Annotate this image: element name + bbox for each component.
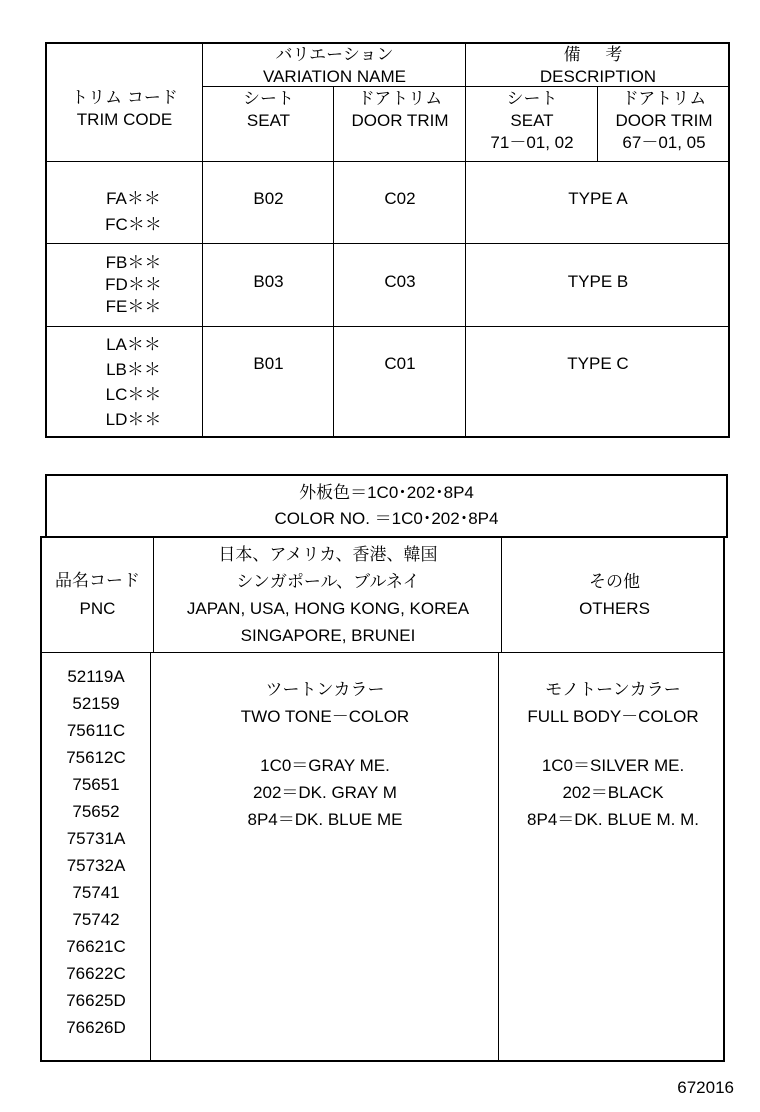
- description-header-en: DESCRIPTION: [539, 67, 657, 86]
- desc-door-header-jp: ドアトリム: [621, 89, 707, 108]
- door-trim-code: [335, 271, 465, 293]
- list-item: 76625D: [66, 991, 126, 1010]
- markets-header-jp-1: 日本、アメリカ、香港、韓国: [218, 545, 438, 564]
- trim-code: LD＊＊: [105, 410, 162, 429]
- description: [467, 353, 729, 375]
- color-line: 202＝DK. GRAY M: [253, 783, 397, 802]
- color-line: 202＝BLACK: [562, 783, 664, 802]
- two-tone-en: TWO TONE－COLOR: [240, 707, 410, 726]
- desc-seat-header-en: SEAT: [510, 111, 554, 130]
- list-item: 76621C: [66, 937, 126, 956]
- list-item: 75731A: [66, 829, 126, 848]
- seat-code-value: B03: [253, 272, 284, 291]
- t2-divider: [150, 653, 151, 1060]
- desc-seat-header: [467, 88, 597, 158]
- seat-header-en: SEAT: [246, 111, 291, 130]
- markets-header-en-1: JAPAN, USA, HONG KONG, KOREA: [186, 599, 470, 618]
- two-tone-jp: ツートンカラー: [265, 680, 385, 699]
- trim-code: FC＊＊: [105, 215, 162, 234]
- door-trim-code-value: C02: [384, 189, 416, 208]
- t2-divider: [153, 537, 154, 653]
- table-row-trim-codes: [47, 188, 202, 242]
- table-row-trim-codes: [47, 252, 202, 324]
- t1-divider: [202, 43, 203, 436]
- list-item: 75612C: [66, 748, 126, 767]
- color-number-en: COLOR NO. ＝1C0･202･8P4: [274, 509, 499, 528]
- t1-divider: [46, 243, 729, 244]
- list-item: 76622C: [66, 964, 126, 983]
- desc-door-header-en: DOOR TRIM: [615, 111, 713, 130]
- door-trim-code-value: C03: [384, 272, 416, 291]
- t2-divider: [41, 652, 724, 653]
- markets-header-jp-2: シンガポール、ブルネイ: [236, 572, 420, 591]
- color-number-jp: 外板色＝1C0･202･8P4: [299, 483, 474, 502]
- pnc-header-jp: 品名コード: [55, 571, 140, 590]
- t1-divider: [46, 326, 729, 327]
- list-item: 75742: [72, 910, 120, 929]
- door-trim-code-value: C01: [384, 354, 416, 373]
- markets-header-en-2: SINGAPORE, BRUNEI: [240, 626, 416, 645]
- color-line: 1C0＝GRAY ME.: [260, 756, 390, 775]
- trim-code: LB＊＊: [106, 360, 161, 379]
- list-item: 75611C: [66, 721, 126, 740]
- others-header: [503, 538, 726, 652]
- seat-code: [204, 353, 333, 375]
- list-item: 52119A: [67, 667, 125, 686]
- door-trim-code: [335, 353, 465, 375]
- seat-header: [204, 88, 333, 158]
- full-body-en: FULL BODY－COLOR: [527, 707, 699, 726]
- description-value: TYPE C: [567, 354, 629, 373]
- list-item: 75651: [72, 775, 120, 794]
- seat-header-jp: シート: [243, 89, 294, 108]
- pnc-header-en: PNC: [79, 599, 116, 618]
- description-header: [467, 44, 729, 88]
- trim-code-header: [47, 87, 202, 131]
- t2-divider: [501, 537, 502, 653]
- variation-header: [204, 44, 465, 88]
- trim-code-header-jp: トリム コード: [71, 88, 178, 107]
- trim-code: FA＊＊: [106, 189, 161, 208]
- seat-code-value: B01: [253, 354, 284, 373]
- description-value: TYPE A: [568, 189, 628, 208]
- t1-divider: [333, 87, 334, 436]
- trim-code: LA＊＊: [106, 335, 161, 354]
- list-item: 52159: [72, 694, 120, 713]
- list-item: 75652: [72, 802, 120, 821]
- seat-code: [204, 271, 333, 293]
- variation-header-jp: バリエーション: [275, 45, 394, 64]
- trim-code: LC＊＊: [105, 385, 162, 404]
- pnc-list: [42, 663, 150, 1041]
- trim-code-header-en: TRIM CODE: [76, 110, 173, 129]
- description-value: TYPE B: [567, 272, 629, 291]
- two-tone-color-spec: [152, 676, 498, 833]
- seat-code: [204, 188, 333, 210]
- trim-code: FB＊＊: [105, 253, 162, 272]
- t1-divider: [597, 87, 598, 162]
- pnc-header: [42, 538, 153, 652]
- color-line: 1C0＝SILVER ME.: [541, 756, 685, 775]
- color-line: 8P4＝DK. BLUE ME: [247, 810, 403, 829]
- description-header-jp: 備 考: [563, 45, 633, 64]
- markets-header: [155, 538, 501, 652]
- t1-divider: [46, 161, 729, 162]
- trim-code: FD＊＊: [105, 275, 162, 294]
- trim-code: FE＊＊: [105, 297, 162, 316]
- variation-header-en: VARIATION NAME: [263, 67, 406, 86]
- desc-seat-header-jp: シート: [506, 89, 558, 108]
- t1-divider: [465, 43, 466, 436]
- description: [467, 271, 729, 293]
- list-item: 75732A: [66, 856, 126, 875]
- door-trim-header-jp: ドアトリム: [357, 89, 443, 108]
- others-header-jp: その他: [589, 572, 640, 591]
- color-number-header: [47, 478, 726, 534]
- desc-door-ref: 67－01, 05: [622, 133, 706, 152]
- illustration-number: 672016: [677, 1078, 734, 1097]
- others-header-en: OTHERS: [579, 599, 650, 618]
- list-item: 76626D: [66, 1018, 126, 1037]
- t2-divider: [498, 653, 499, 1060]
- desc-seat-ref: 71－01, 02: [490, 133, 574, 152]
- door-trim-code: [335, 188, 465, 210]
- full-body-jp: モノトーンカラー: [545, 680, 681, 699]
- list-item: 75741: [72, 883, 120, 902]
- full-body-color-spec: [500, 676, 726, 833]
- table-row-trim-codes: [47, 332, 202, 432]
- desc-door-header: [599, 88, 729, 158]
- seat-code-value: B02: [253, 189, 284, 208]
- door-trim-header: [335, 88, 465, 158]
- door-trim-header-en: DOOR TRIM: [351, 111, 449, 130]
- description: [467, 188, 729, 210]
- color-line: 8P4＝DK. BLUE M. M.: [527, 810, 699, 829]
